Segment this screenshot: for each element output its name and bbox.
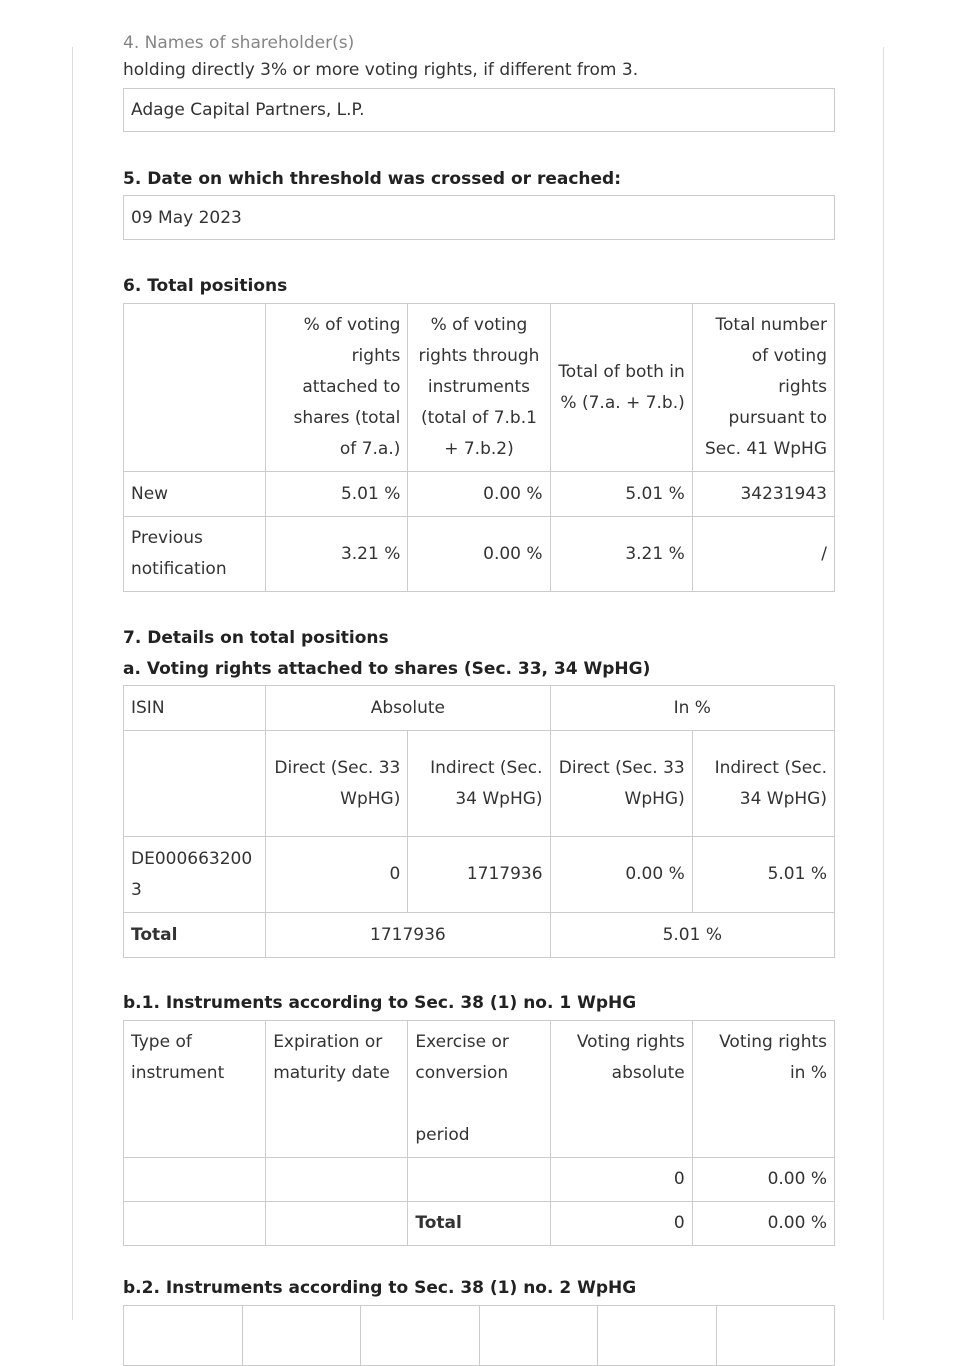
cell: 3.21 % — [550, 517, 692, 592]
header-cell: Absolute — [266, 686, 550, 731]
voting-rights-shares-table — [123, 685, 835, 958]
header-cell: Type of instrument — [124, 1021, 266, 1158]
section4-label: holding directly 3% or more voting rights, if different from 3. — [123, 60, 639, 80]
document-frame — [72, 33, 884, 1320]
cell: 0.00 % — [408, 517, 550, 592]
cell: 3.21 % — [266, 517, 408, 592]
cell: 0 — [550, 1158, 692, 1202]
header-cell: Total of both in % (7.a. + 7.b.) — [550, 304, 692, 472]
section6-heading: 6. Total positions — [123, 276, 288, 296]
cell: 5.01 % — [550, 913, 834, 958]
header-cell: In % — [550, 686, 834, 731]
total-label: Total — [124, 913, 266, 958]
section7a-heading: a. Voting rights attached to shares (Sec. 33, 34 WpHG) — [123, 659, 651, 679]
cell: 34231943 — [692, 472, 834, 517]
cell: 1717936 — [408, 837, 550, 913]
section4-label-cut: 4. Names of shareholder(s) — [123, 33, 355, 53]
cell: 0.00 % — [692, 1202, 834, 1246]
table-row — [124, 837, 835, 913]
cell: 0.00 % — [692, 1158, 834, 1202]
header-cell: Voting rights absolute — [550, 1021, 692, 1158]
header-cell: Direct (Sec. 33 WpHG) — [550, 731, 692, 837]
cell: 1717936 — [266, 913, 550, 958]
header-cell: Direct (Sec. 33 WpHG) — [266, 731, 408, 837]
shareholder-name-field: Adage Capital Partners, L.P. — [123, 88, 835, 132]
instruments-b1-table — [123, 1020, 835, 1246]
instruments-b2-table — [123, 1305, 835, 1366]
row-label: New — [124, 472, 266, 517]
table-row — [124, 517, 835, 592]
header-cell: % of voting rights through instruments (total of 7.b.1 + 7.b.2) — [408, 304, 550, 472]
total-label: Total — [408, 1202, 550, 1246]
cell: 0 — [266, 837, 408, 913]
header-cell: ISIN — [124, 686, 266, 731]
total-positions-table — [123, 303, 835, 592]
total-row — [124, 1202, 835, 1246]
header-cell: Expiration or maturity date — [266, 1021, 408, 1158]
threshold-date-field: 09 May 2023 — [123, 195, 835, 240]
isin-cell: DE0006632003 — [124, 837, 266, 913]
cell: 0.00 % — [550, 837, 692, 913]
section5-heading: 5. Date on which threshold was crossed or reached: — [123, 169, 622, 189]
header-cell: % of voting rights attached to shares (total of 7.a.) — [266, 304, 408, 472]
cell: 5.01 % — [266, 472, 408, 517]
header-cell — [124, 304, 266, 472]
table-row — [124, 472, 835, 517]
header-cell: Voting rights in % — [692, 1021, 834, 1158]
header-cell: Exercise or conversion period — [408, 1021, 550, 1158]
table-row — [124, 1158, 835, 1202]
header-cell: Indirect (Sec. 34 WpHG) — [408, 731, 550, 837]
section7b1-heading: b.1. Instruments according to Sec. 38 (1) no. 1 WpHG — [123, 993, 637, 1013]
header-cell: Total number of voting rights pursuant to Sec. 41 WpHG — [692, 304, 834, 472]
cell: / — [692, 517, 834, 592]
cell: 0.00 % — [408, 472, 550, 517]
header-cell: Indirect (Sec. 34 WpHG) — [692, 731, 834, 837]
cell: 0 — [550, 1202, 692, 1246]
section7-heading: 7. Details on total positions — [123, 628, 389, 648]
row-label: Previous notification — [124, 517, 266, 592]
cell: 5.01 % — [692, 837, 834, 913]
cell: 5.01 % — [550, 472, 692, 517]
section7b2-heading: b.2. Instruments according to Sec. 38 (1) no. 2 WpHG — [123, 1278, 637, 1298]
total-row — [124, 913, 835, 958]
